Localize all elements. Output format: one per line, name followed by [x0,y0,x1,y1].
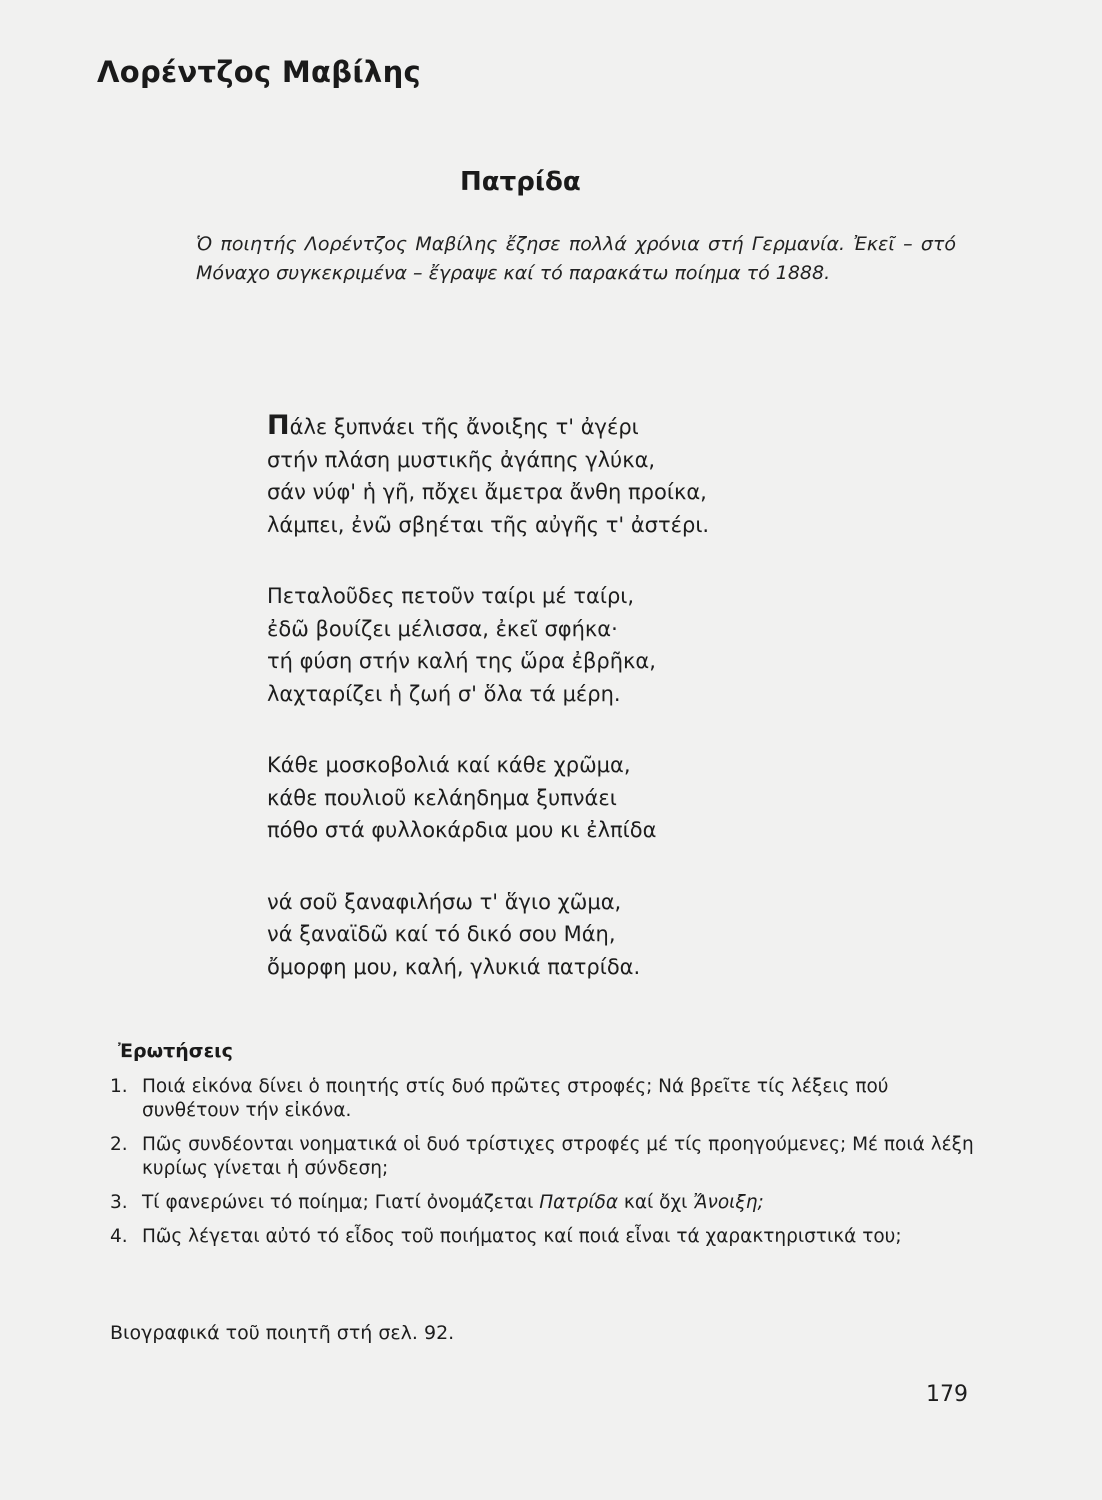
question-text: Ποιά εἰκόνα δίνει ὁ ποιητής στίς δυό πρῶτες στροφές; Νά βρεῖτε τίς λέξεις πού συνθέτουν τήν εἰκόνα. [142,1076,889,1121]
question-number: 4. [110,1226,128,1247]
stanza-4 [267,886,827,984]
question-number: 2. [110,1134,128,1155]
poem-line: τή φύση στήν καλή της ὥρα ἐβρῆκα, [267,649,656,673]
poem-title: Πατρίδα [460,167,581,197]
question-text: Πῶς λέγεται αὐτό τό εἶδος τοῦ ποιήματος καί ποιά εἶναι τά χαρακτηριστικά του; [142,1226,902,1247]
stanza-3 [267,749,827,847]
question-item [110,1191,980,1215]
poem-line: λάμπει, ἐνῶ σβηέται τῆς αὐγῆς τ' ἀστέρι. [267,512,710,537]
stanza-2 [267,580,827,710]
poem-line: στήν πλάση μυστικῆς ἀγάπης γλύκα, [267,447,656,472]
question-number: 3. [110,1192,128,1213]
poem-line: νά ξαναϊδῶ καί τό δικό σου Μάη, [267,922,616,946]
poem-line: σάν νύφ' ἡ γῆ, πὄχει ἄμετρα ἄνθη προίκα, [267,480,707,504]
intro-note [196,230,956,288]
question-item [110,1075,980,1123]
intro-text: Ὁ ποιητής Λορέντζος Μαβίλης ἔζησε πολλά χρόνια στή Γερμανία. Ἐκεῖ – στό Μόναχο συγκεκριμένα – ἔγραψε καί τό παρακάτω ποίημα τό 1888. [196,233,956,284]
poem-line: κάθε πουλιοῦ κελάηδημα ξυπνάει [267,785,617,810]
question-number: 1. [110,1076,128,1097]
question-item [110,1133,980,1181]
poem-line: Κάθε μοσκοβολιά καί κάθε χρῶμα, [267,753,631,777]
stanza-1 [267,410,827,541]
poem-line: ὄμορφη μου, καλή, γλυκιά πατρίδα. [267,954,641,979]
question-text: Πῶς συνδέονται νοηματικά οἱ δυό τρίστιχες στροφές μέ τίς προηγούμενες; Μέ ποιά λέξη κυρίως γίνεται ἡ σύνδεση; [142,1134,974,1179]
page-number: 179 [926,1382,968,1407]
question-item [110,1225,980,1249]
question-text: Τί φανερώνει τό ποίημα; Γιατί ὀνομάζεται Πατρίδα καί ὄχι Ἄνοιξη; [142,1192,764,1213]
poem-line: Πεταλοῦδες πετοῦν ταίρι μέ ταίρι, [267,584,635,608]
poem-line: ἐδῶ βουίζει μέλισσα, ἐκεῖ σφήκα· [267,616,618,641]
questions-heading: Ἐρωτήσεις [118,1040,233,1062]
poem-line: λαχταρίζει ἡ ζωή σ' ὅλα τά μέρη. [267,681,621,706]
questions-list [110,1075,980,1259]
drop-cap: Π [267,410,290,441]
biography-note: Βιογραφικά τοῦ ποιητῆ στή σελ. 92. [110,1322,455,1344]
poem-line: νά σοῦ ξαναφιλήσω τ' ἅγιο χῶμα, [267,889,622,914]
poem-body [267,410,827,1022]
poem-line: Πάλε ξυπνάει τῆς ἄνοιξης τ' ἀγέρι [267,410,639,441]
author-name: Λορέντζος Μαβίλης [97,55,422,89]
poem-line: πόθο στά φυλλοκάρδια μου κι ἐλπίδα [267,818,657,842]
